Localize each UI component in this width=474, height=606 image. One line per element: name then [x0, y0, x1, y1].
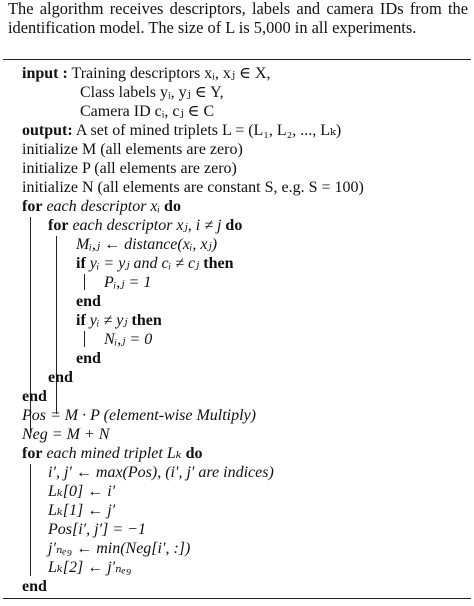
if-positive-bar [84, 274, 85, 290]
algo-line-reset-pos: Pos[i′, j′] = −1 [48, 521, 146, 538]
algo-line-end-triplet-for: end [22, 578, 47, 595]
algo-line-set-n: Nᵢ,ⱼ = 0 [104, 331, 153, 348]
algo-line-for-descriptor-xj: for each descriptor xⱼ, i ≠ j do [48, 217, 243, 234]
if-negative-bar [84, 331, 85, 347]
algo-line-set-p: Pᵢ,ⱼ = 1 [104, 274, 152, 291]
algo-line-if-positive: if yᵢ = yⱼ and cᵢ ≠ cⱼ then [76, 255, 234, 272]
algo-line-for-descriptor-xi: for each descriptor xᵢ do [22, 198, 181, 215]
algo-line-for-mined-triplet: for each mined triplet Lₖ do [22, 445, 203, 462]
algo-line-lk0: Lₖ[0] ← i′ [48, 483, 116, 500]
algo-line-if-negative: if yᵢ ≠ yⱼ then [76, 312, 162, 329]
algo-line-neg: Neg = M + N [22, 426, 110, 443]
algo-line-lk2: Lₖ[2] ← j′ₙₑ₉ [48, 559, 132, 576]
algo-line-input: input : Training descriptors xᵢ, xⱼ ∈ X, [22, 65, 271, 82]
algo-line-min-neg: j′ₙₑ₉ ← min(Neg[i′, :]) [48, 540, 191, 557]
algo-line-init-p: initialize P (all elements are zero) [22, 160, 237, 177]
algo-line-end-inner-for: end [48, 369, 73, 386]
algo-line-init-n: initialize N (all elements are constant S, e.g. S = 100) [22, 179, 364, 196]
algo-line-pos: Pos = M · P (element-wise Multiply) [22, 407, 256, 424]
triplet-for-bar [30, 464, 31, 576]
algo-line-max-pos: i′, j′ ← max(Pos), (i′, j′ are indices) [48, 464, 274, 481]
bottom-rule [3, 598, 471, 599]
algorithm-block [0, 60, 474, 598]
algo-line-end-if-1: end [76, 293, 101, 310]
algo-line-distance: Mᵢ,ⱼ ← distance(xᵢ, xⱼ) [76, 236, 218, 253]
algo-line-class-labels: Class labels yᵢ, yⱼ ∈ Y, [80, 84, 224, 101]
algo-line-camera-id: Camera ID cᵢ, cⱼ ∈ C [80, 103, 215, 120]
algo-line-output: output: A set of mined triplets L = (L₁, L₂, ..., Lₖ) [22, 122, 342, 139]
algo-line-init-m: initialize M (all elements are zero) [22, 141, 243, 158]
algo-line-lk1: Lₖ[1] ← j′ [48, 502, 116, 519]
algorithm-caption: The algorithm receives descriptors, labels and camera IDs from the identification model. The size of L is 5,000 in all experiments. [8, 0, 468, 37]
algo-line-end-if-2: end [76, 350, 101, 367]
algo-line-end-outer-for: end [22, 388, 47, 405]
